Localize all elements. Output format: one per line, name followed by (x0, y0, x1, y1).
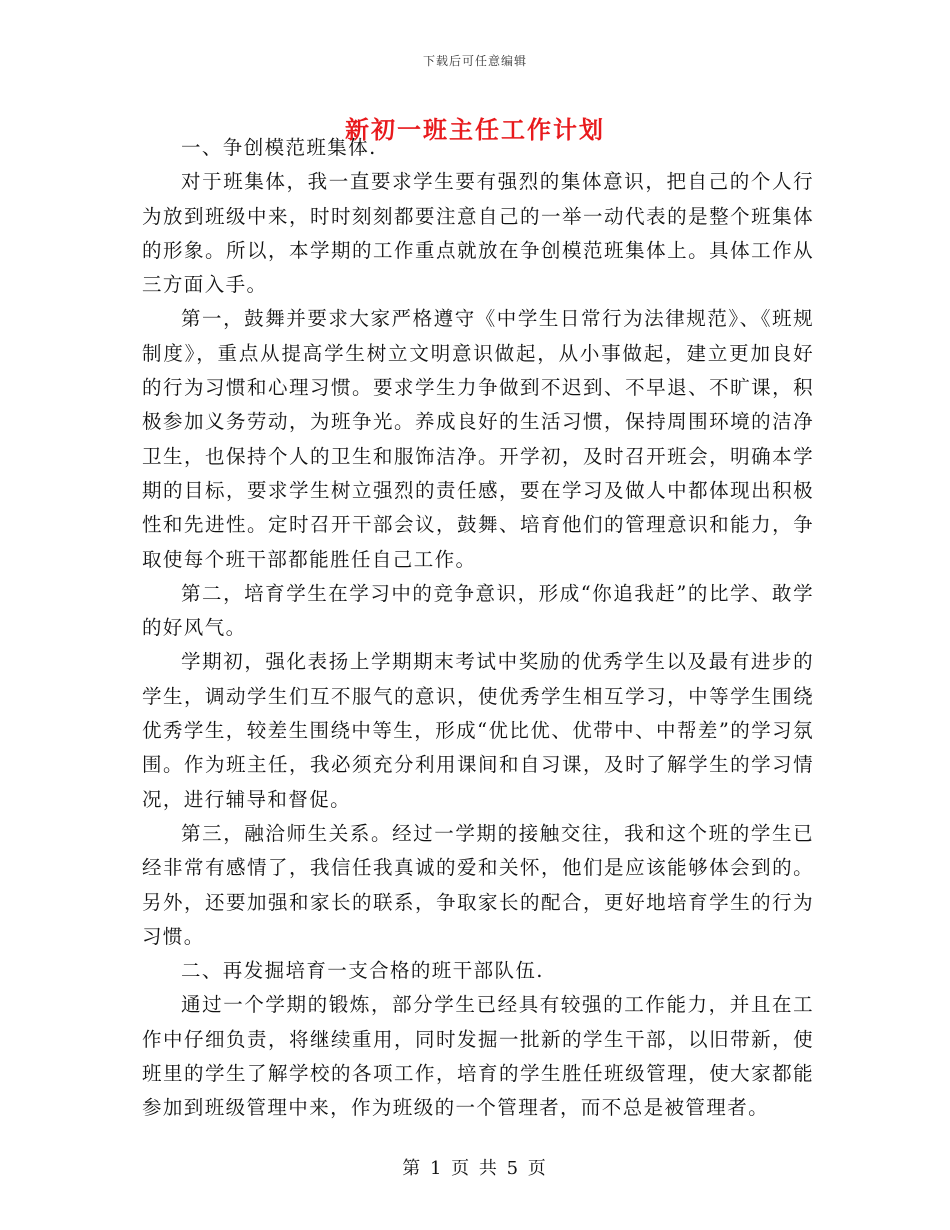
page-header-note: 下载后可任意编辑 (422, 54, 527, 68)
body-paragraph: 第二，培育学生在学习中的竞争意识，形成“你追我赶”的比学、敢学的好风气。 (142, 581, 814, 640)
body-paragraph: 第三，融洽师生关系。经过一学期的接触交往，我和这个班的学生已经非常有感情了，我信任我真诚的爱和关怀，他们是应该能够体会到的。另外，还要加强和家长的联系，争取家长的配合，更好地培育学生的行为习惯。 (142, 821, 814, 948)
body-paragraph: 通过一个学期的锻炼，部分学生已经具有较强的工作能力，并且在工作中仔细负责，将继续重用，同时发掘一批新的学生干部，以旧带新，使班里的学生了解学校的各项工作，培育的学生胜任班级管理，使大家都能参加到班级管理中来，作为班级的一个管理者，而不总是被管理者。 (142, 993, 814, 1120)
section-heading-2: 二、再发掘培育一支合格的班干部队伍. (181, 959, 544, 983)
body-paragraph: 第一，鼓舞并要求大家严格遵守《中学生日常行为法律规范》、《班规制度》，重点从提高学生树立文明意识做起，从小事做起，建立更加良好的行为习惯和心理习惯。要求学生力争做到不迟到、不早退、不旷课，积极参加义务劳动，为班争光。养成良好的生活习惯，保持周围环境的洁净卫生，也保持个人的卫生和服饰洁净。开学初，及时召开班会，明确本学期的目标，要求学生树立强烈的责任感，要在学习及做人中都体现出积极性和先进性。定时召开干部会议，鼓舞、培育他们的管理意识和能力，争取使每个班干部都能胜任自己工作。 (142, 307, 814, 571)
section-heading-1: 一、争创模范班集体. (181, 136, 377, 159)
document-body (142, 131, 814, 1126)
page-number: 第 1 页 共 5 页 (402, 1158, 548, 1179)
body-paragraph: 学期初，强化表扬上学期期末考试中奖励的优秀学生以及最有进步的学生，调动学生们互不服气的意识，使优秀学生相互学习，中等学生围绕优秀学生，较差生围绕中等生，形成“优比优、优带中、中帮差”的学习氛围。作为班主任，我必须充分利用课间和自习课，及时了解学生的学习情况，进行辅导和督促。 (142, 650, 814, 811)
document-title: 新初一班主任工作计划 (345, 115, 605, 144)
body-paragraph: 对于班集体，我一直要求学生要有强烈的集体意识，把自己的个人行为放到班级中来，时时刻刻都要注意自己的一举一动代表的是整个班集体的形象。所以，本学期的工作重点就放在争创模范班集体上。具体工作从三方面入手。 (142, 170, 814, 297)
